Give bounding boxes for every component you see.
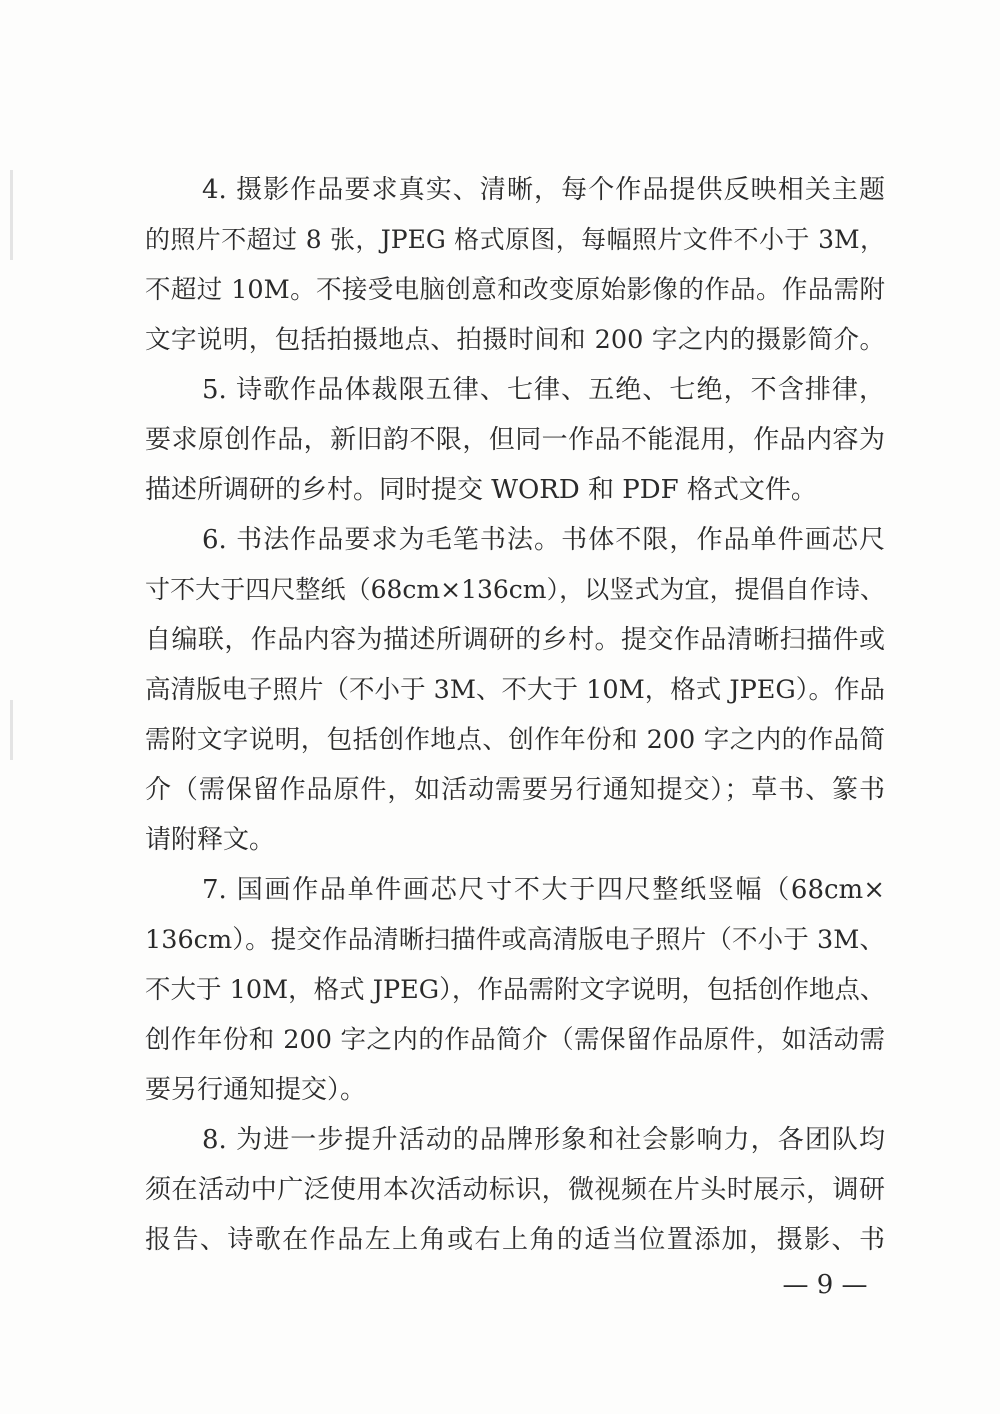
paragraph-5-line-3: 描述所调研的乡村。同时提交 WORD 和 PDF 格式文件。 — [145, 475, 817, 505]
paragraph-6-line-7: 请附释文。 — [145, 825, 276, 855]
paragraph-6-line-4: 高清版电子照片（不小于 3M、不大于 10M，格式 JPEG）。作品 — [145, 675, 885, 705]
paragraph-5-line-2: 要求原创作品，新旧韵不限，但同一作品不能混用，作品内容为 — [145, 425, 885, 455]
paragraph-6-line-3: 自编联，作品内容为描述所调研的乡村。提交作品清晰扫描件或 — [145, 625, 885, 655]
paragraph-6-line-6: 介（需保留作品原件，如活动需要另行通知提交）；草书、篆书 — [145, 775, 885, 805]
paragraph-4-line-2: 的照片不超过 8 张，JPEG 格式原图，每幅照片文件不小于 3M， — [145, 225, 885, 254]
paragraph-7-line-1: 7. 国画作品单件画芯尺寸不大于四尺整纸竖幅（68cm× — [202, 875, 885, 905]
paragraph-8-line-1: 8. 为进一步提升活动的品牌形象和社会影响力，各团队均 — [202, 1125, 885, 1155]
paragraph-7-line-2: 136cm）。提交作品清晰扫描件或高清版电子照片（不小于 3M、 — [145, 925, 885, 955]
paragraph-7-line-5: 要另行通知提交）。 — [145, 1075, 367, 1105]
paragraph-7-line-4: 创作年份和 200 字之内的作品简介（需保留作品原件，如活动需 — [145, 1025, 885, 1055]
paragraph-7-line-3: 不大于 10M，格式 JPEG），作品需附文字说明，包括创作地点、 — [145, 975, 886, 1005]
paragraph-4-line-4: 文字说明，包括拍摄地点、拍摄时间和 200 字之内的摄影简介。 — [145, 325, 885, 355]
paragraph-6-line-5: 需附文字说明，包括创作地点、创作年份和 200 字之内的作品简 — [145, 725, 885, 755]
paragraph-4-line-3: 不超过 10M。不接受电脑创意和改变原始影像的作品。作品需附 — [145, 275, 885, 305]
paragraph-8-line-3: 报告、诗歌在作品左上角或右上角的适当位置添加，摄影、书 — [145, 1225, 885, 1255]
paragraph-8-line-2: 须在活动中广泛使用本次活动标识，微视频在片头时展示，调研 — [145, 1175, 885, 1205]
paragraph-4-line-1: 4. 摄影作品要求真实、清晰，每个作品提供反映相关主题 — [202, 175, 885, 205]
paragraph-6-line-1: 6. 书法作品要求为毛笔书法。书体不限，作品单件画芯尺 — [202, 525, 885, 555]
paragraph-5-line-1: 5. 诗歌作品体裁限五律、七律、五绝、七绝，不含排律， — [202, 375, 885, 405]
page-number: — 9 — — [782, 1270, 868, 1300]
scan-edge-mark — [10, 170, 13, 260]
scan-edge-mark — [10, 700, 13, 760]
paragraph-6-line-2: 寸不大于四尺整纸（68cm×136cm），以竖式为宜，提倡自作诗、 — [145, 575, 885, 604]
